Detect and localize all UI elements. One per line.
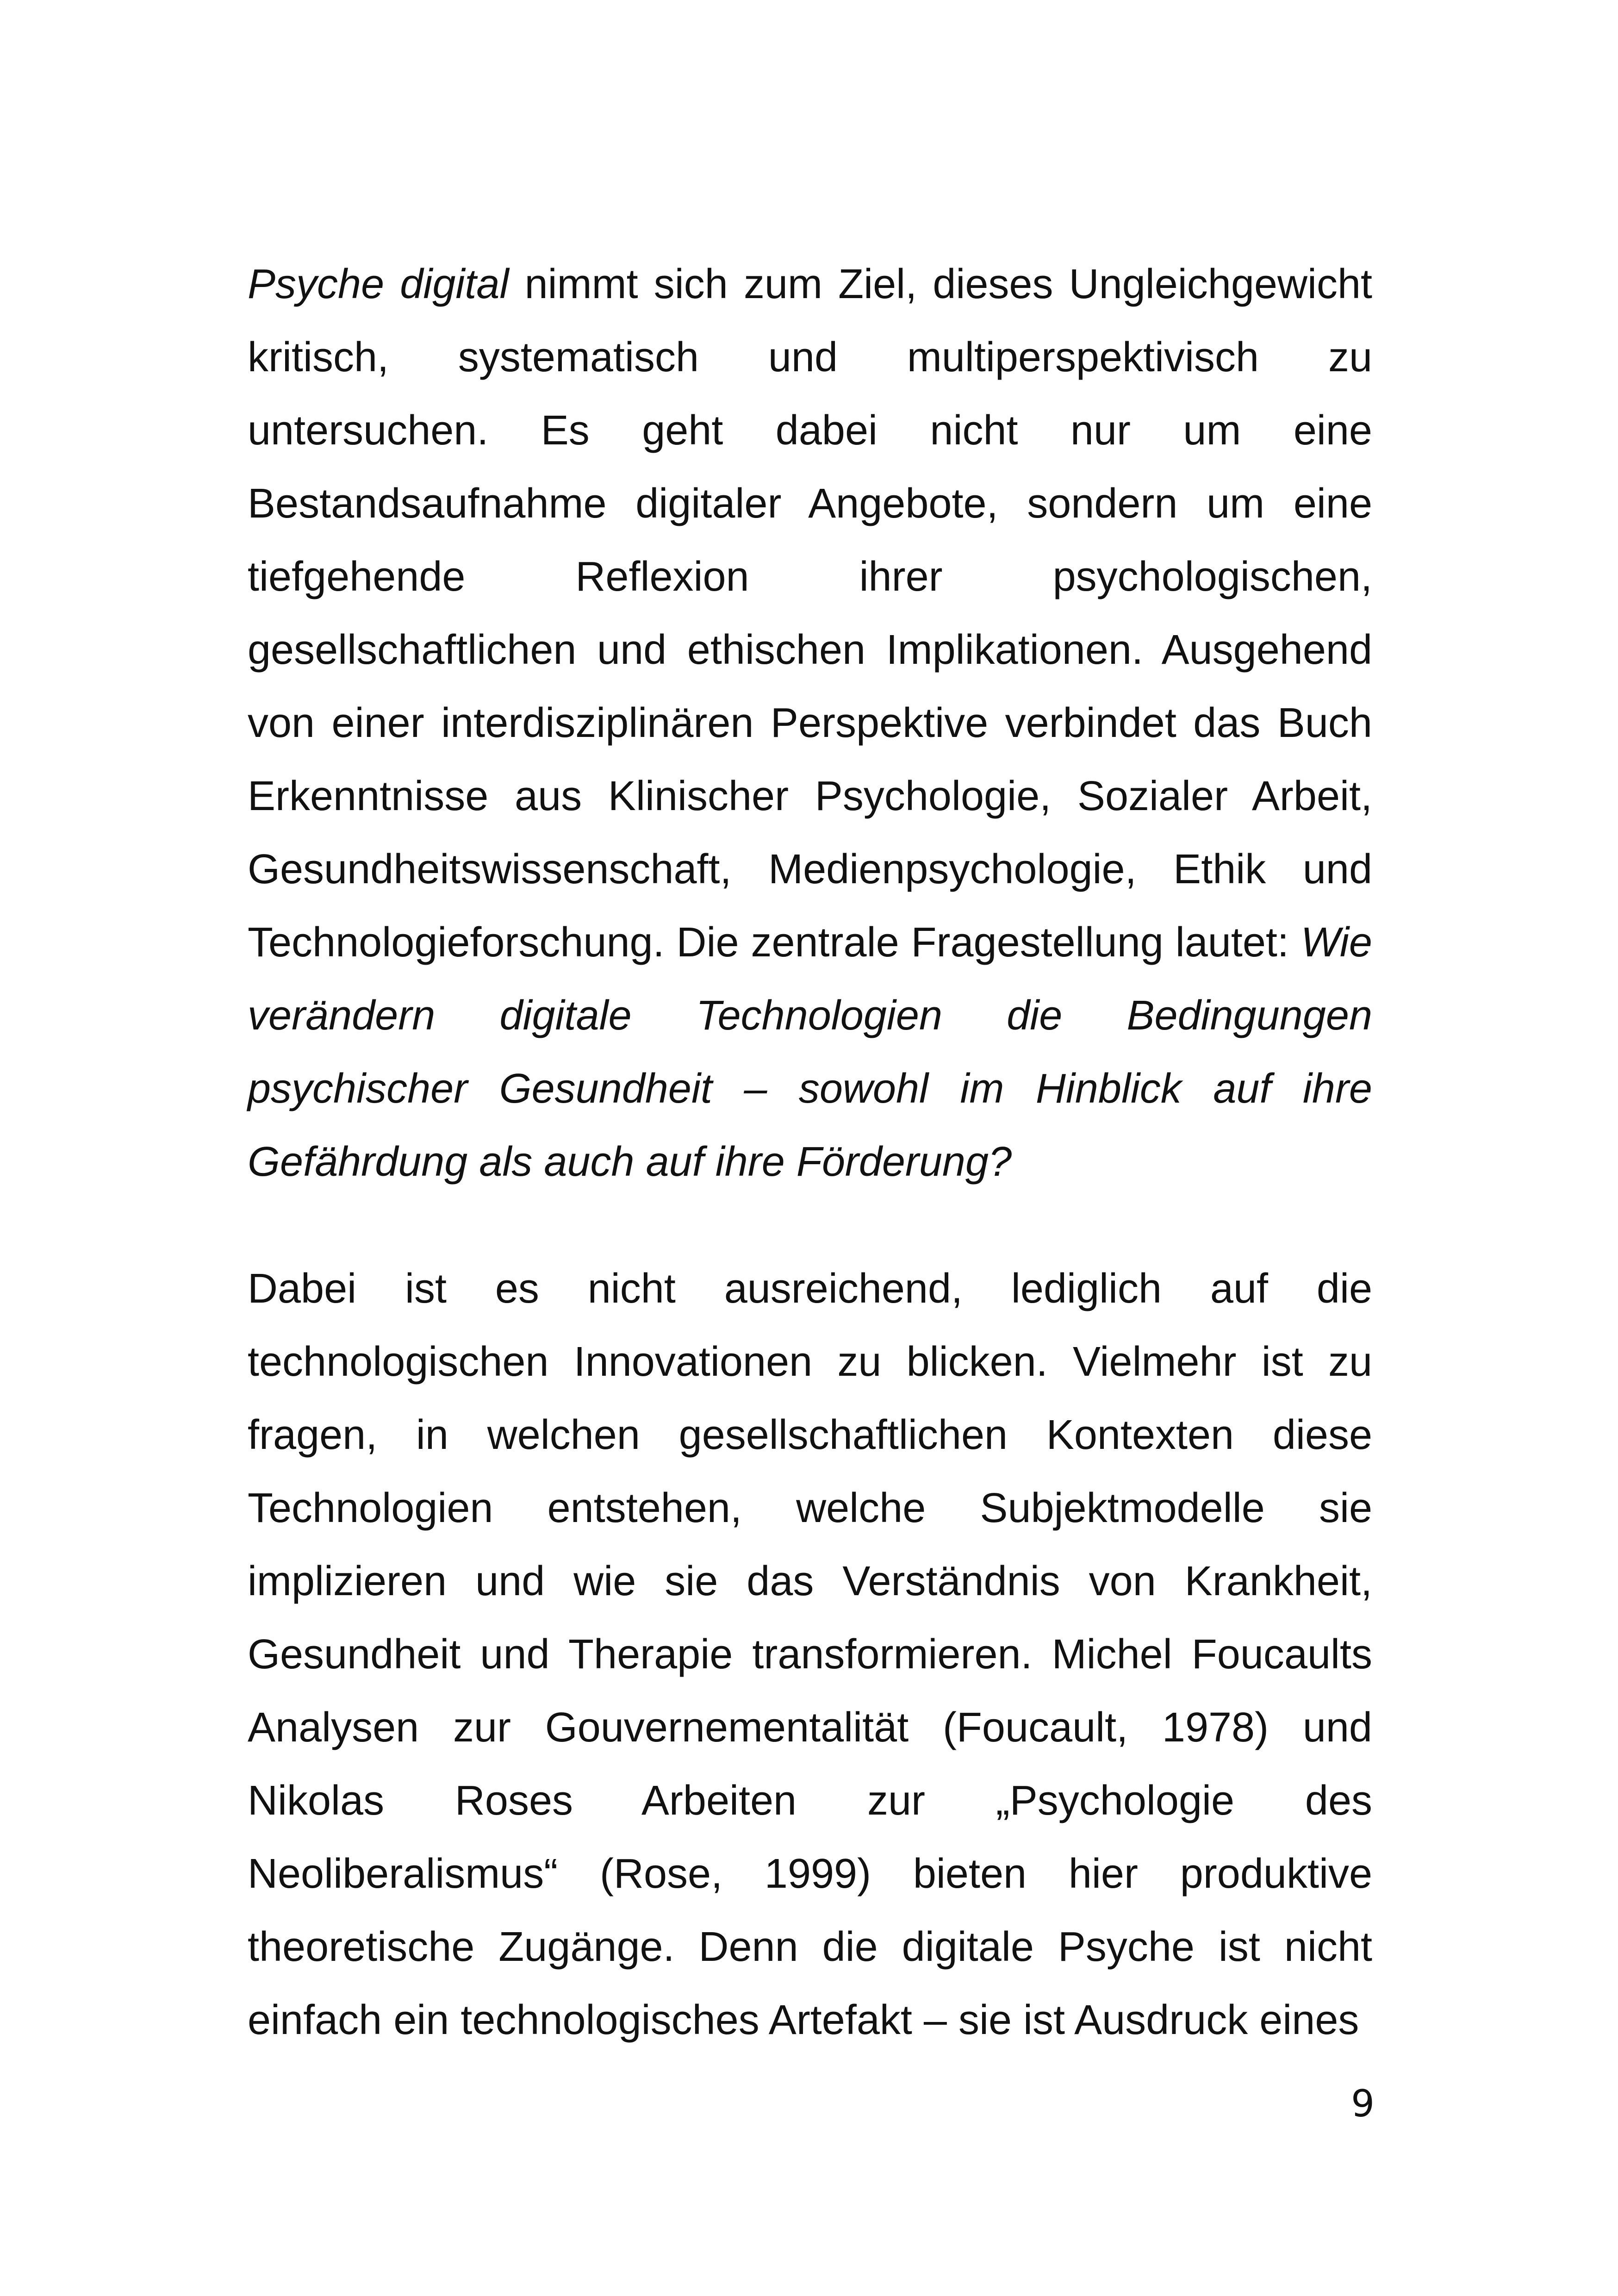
paragraph-1 xyxy=(248,248,1372,1198)
paragraph-2 xyxy=(248,1252,1372,2057)
central-question-italic: Wie verändern digitale Technologien die Bedingungen psychischer Gesundheit – sowohl im Hinblick auf ihre Gefährdung als auch auf ihre Förderung? xyxy=(248,919,1372,1185)
paragraph-1-text xyxy=(248,248,1372,1198)
paragraph-1-body: nimmt sich zum Ziel, dieses Ungleichgewicht kritisch, systematisch und multiperspektivisch zu untersuchen. Es geht dabei nicht nur um eine Bestandsaufnahme digitaler Angebote, sondern um eine tiefgehende Reflexion ihrer psychologischen, gesellschaftlichen und ethischen Implikationen. Ausgehend von einer interdisziplinären Perspektive verbindet das Buch Erkenntnisse aus Klinischer Psychologie, Sozialer Arbeit, Gesundheitswissenschaft, Medienpsychologie, Ethik und Technologieforschung. Die zentrale Fragestellung lautet: xyxy=(248,261,1372,966)
paragraph-2-text: Dabei ist es nicht ausreichend, lediglich auf die technologischen Innovationen zu blicken. Vielmehr ist zu fragen, in welchen gesellschaftlichen Kontexten diese Technologien entstehen, welche Subjektmodelle sie implizieren und wie sie das Verständnis von Krankheit, Gesundheit und Therapie transformieren. Michel Foucaults Analysen zur Gouvernementalität (Foucault, 1978) und Nikolas Roses Arbeiten zur „Psychologie des Neoliberalismus“ (Rose, 1999) bieten hier produktive theoretische Zugänge. Denn die digitale Psyche ist nicht einfach ein technologisches Artefakt – sie ist Ausdruck eines xyxy=(248,1266,1372,2043)
page-number: 9 xyxy=(1351,2082,1375,2125)
book-title-italic: Psyche digital xyxy=(248,261,509,307)
